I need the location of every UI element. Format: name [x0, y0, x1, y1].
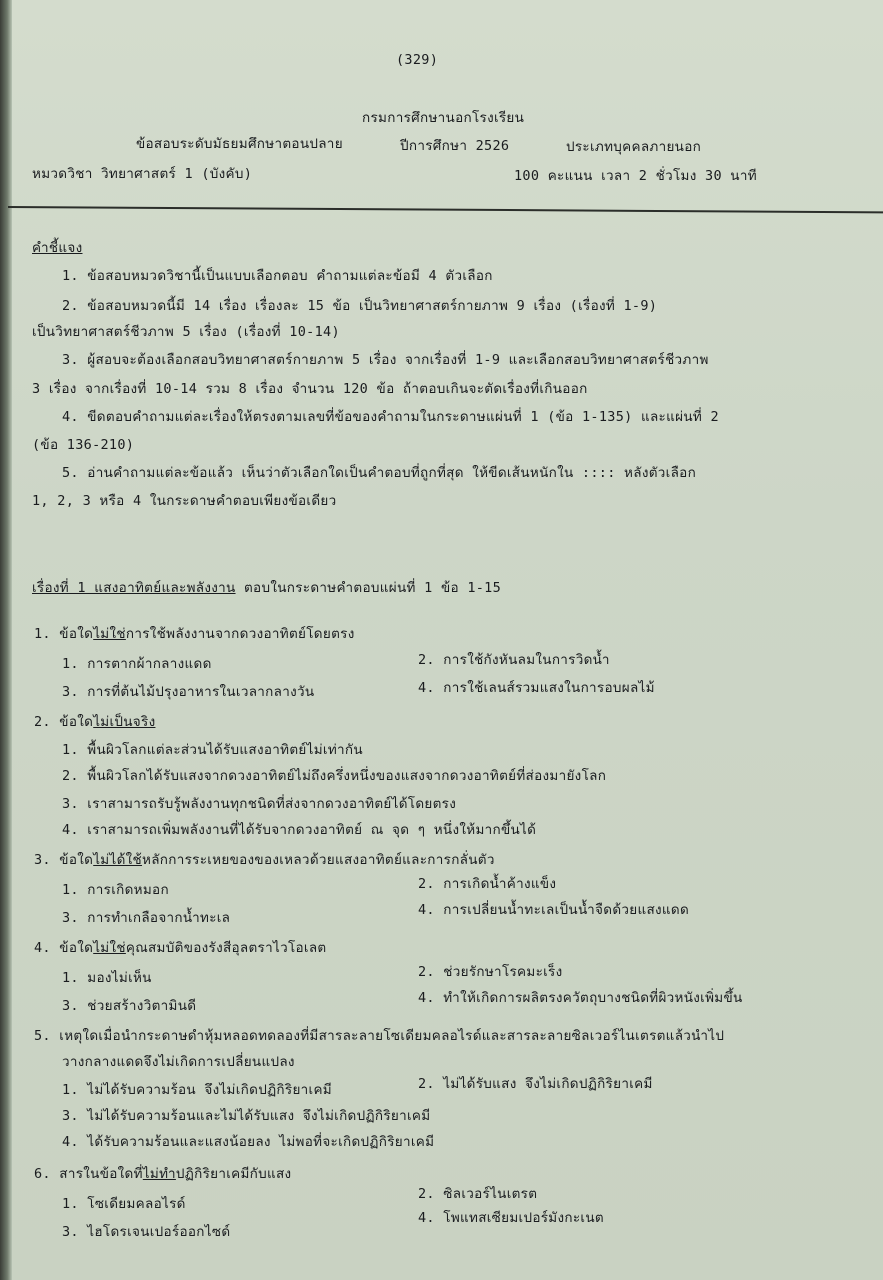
choice: 2. ช่วยรักษาโรคมะเร็ง — [418, 964, 563, 980]
choice: 4. การเปลี่ยนน้ำทะเลเป็นน้ำจืดด้วยแสงแดด — [418, 902, 690, 918]
choice: 4. ทำให้เกิดการผลิตรงควัตถุบางชนิดที่ผิวหนังเพิ่มขึ้น — [418, 990, 743, 1006]
page-number: (329) — [396, 52, 439, 68]
header-type: ประเภทบุคคลภายนอก — [566, 139, 702, 155]
choice: 2. ไม่ได้รับแสง จึงไม่เกิดปฏิกิริยาเคมี — [418, 1076, 653, 1092]
instruction-line: 1, 2, 3 หรือ 4 ในกระดาษคำตอบเพียงข้อเดียว — [32, 493, 337, 509]
question-3 — [34, 848, 495, 870]
instruction-line: 1. ข้อสอบหมวดวิชานี้เป็นแบบเลือกตอบ คำถามแต่ละข้อมี 4 ตัวเลือก — [62, 268, 493, 284]
header-divider — [8, 206, 883, 213]
choice: 2. ซิลเวอร์ไนเตรต — [418, 1186, 538, 1202]
question-number: 4. — [34, 940, 51, 956]
section-heading — [32, 576, 501, 598]
choice: 1. ไม่ได้รับความร้อน จึงไม่เกิดปฏิกิริยาเคมี — [62, 1082, 332, 1098]
question-text: เหตุใดเมื่อนำกระดาษดำหุ้มหลอดทดลองที่มีสารละลายโซเดียมคลอไรด์และสารละลายซิลเวอร์ไนเตรตแล้วนำไป — [59, 1028, 725, 1044]
question-5 — [34, 1024, 724, 1046]
instruction-line: 3. ผู้สอบจะต้องเลือกสอบวิทยาศาสตร์กายภาพ 5 เรื่อง จากเรื่องที่ 1-9 และเลือกสอบวิทยาศาสตร์ชีวภาพ — [62, 352, 709, 368]
section-note: ตอบในกระดาษคำตอบแผ่นที่ 1 ข้อ 1-15 — [243, 580, 502, 596]
choice: 1. การตากผ้ากลางแดด — [62, 656, 212, 672]
question-1 — [34, 622, 355, 644]
header-year: ปีการศึกษา 2526 — [400, 138, 510, 154]
section-title: เรื่องที่ 1 แสงอาทิตย์และพลังงาน — [32, 580, 236, 596]
question-number: 3. — [34, 852, 51, 868]
choice: 2. การใช้กังหันลมในการวิดน้ำ — [418, 652, 610, 668]
header-score-time: 100 คะแนน เวลา 2 ชั่วโมง 30 นาที — [514, 168, 757, 184]
instruction-line: (ข้อ 136-210) — [32, 437, 135, 453]
question-number: 2. — [34, 714, 51, 730]
question-emphasis: ไม่ทำ — [142, 1166, 176, 1182]
choice: 3. เราสามารถรับรู้พลังงานทุกชนิดที่ส่งจากดวงอาทิตย์ได้โดยตรง — [62, 796, 457, 812]
question-emphasis: ไม่ได้ใช้ — [93, 852, 143, 868]
header-exam: ข้อสอบระดับมัธยมศึกษาตอนปลาย — [136, 136, 343, 152]
question-emphasis: ไม่ใช่ — [93, 940, 126, 956]
question-number: 5. — [34, 1028, 51, 1044]
instruction-line: 4. ขีดตอบคำถามแต่ละเรื่องให้ตรงตามเลขที่ข้อของคำถามในกระดาษแผ่นที่ 1 (ข้อ 1-135) และแผ่นที่ 2 — [62, 409, 719, 425]
instruction-line: 3 เรื่อง จากเรื่องที่ 10-14 รวม 8 เรื่อง จำนวน 120 ข้อ ถ้าตอบเกินจะตัดเรื่องที่เกินออก — [32, 381, 588, 397]
choice: 3. ไม่ได้รับความร้อนและไม่ได้รับแสง จึงไม่เกิดปฏิกิริยาเคมี — [62, 1108, 431, 1124]
question-emphasis: ไม่เป็นจริง — [93, 714, 156, 730]
question-6 — [34, 1162, 291, 1184]
page-binding-edge — [0, 0, 12, 1280]
question-emphasis: ไม่ใช่ — [93, 626, 126, 642]
choice: 3. การที่ต้นไม้ปรุงอาหารในเวลากลางวัน — [62, 684, 315, 700]
question-text: ข้อใดไม่ใช่คุณสมบัติของรังสีอุลตราไวโอเลต — [59, 940, 327, 956]
question-text-continued: วางกลางแดดจึงไม่เกิดการเปลี่ยนแปลง — [62, 1054, 295, 1070]
choice: 3. ช่วยสร้างวิตามินดี — [62, 998, 197, 1014]
instruction-line: 5. อ่านคำถามแต่ละข้อแล้ว เห็นว่าตัวเลือกใดเป็นคำตอบที่ถูกที่สุด ให้ขีดเส้นหนักใน :::: หลังตัวเลือก — [62, 465, 697, 481]
choice: 3. ไฮโดรเจนเปอร์ออกไซด์ — [62, 1224, 231, 1240]
choice: 1. การเกิดหมอก — [62, 882, 169, 898]
choice: 3. การทำเกลือจากน้ำทะเล — [62, 910, 231, 926]
choice: 4. ได้รับความร้อนและแสงน้อยลง ไม่พอที่จะเกิดปฏิกิริยาเคมี — [62, 1134, 435, 1150]
question-text: ข้อใดไม่ได้ใช้หลักการระเหยของของเหลวด้วยแสงอาทิตย์และการกลั่นตัว — [59, 852, 495, 868]
header-subject: หมวดวิชา วิทยาศาสตร์ 1 (บังคับ) — [32, 166, 253, 182]
choice: 2. พื้นผิวโลกได้รับแสงจากดวงอาทิตย์ไม่ถึงครึ่งหนึ่งของแสงจากดวงอาทิตย์ที่ส่องมายังโลก — [62, 768, 607, 784]
question-number: 1. — [34, 626, 51, 642]
instruction-line: เป็นวิทยาศาสตร์ชีวภาพ 5 เรื่อง (เรื่องที่ 10-14) — [32, 324, 340, 340]
question-text: ข้อใดไม่ใช่การใช้พลังงานจากดวงอาทิตย์โดยตรง — [59, 626, 355, 642]
choice: 1. โซเดียมคลอไรด์ — [62, 1196, 186, 1212]
choice: 1. มองไม่เห็น — [62, 970, 152, 986]
choice: 4. โพแทสเซียมเปอร์มังกะเนต — [418, 1210, 604, 1226]
header-department: กรมการศึกษานอกโรงเรียน — [362, 110, 525, 126]
question-2 — [34, 710, 155, 732]
choice: 4. เราสามารถเพิ่มพลังงานที่ได้รับจากดวงอาทิตย์ ณ จุด ๆ หนึ่งให้มากขึ้นได้ — [62, 822, 537, 838]
question-number: 6. — [34, 1166, 51, 1182]
choice: 4. การใช้เลนส์รวมแสงในการอบผลไม้ — [418, 680, 655, 696]
instructions-title: คำชี้แจง — [32, 240, 83, 256]
question-text: สารในข้อใดที่ไม่ทำปฏิกิริยาเคมีกับแสง — [59, 1166, 292, 1182]
instruction-line: 2. ข้อสอบหมวดนี้มี 14 เรื่อง เรื่องละ 15 ข้อ เป็นวิทยาศาสตร์กายภาพ 9 เรื่อง (เรื่องที่ 1-9) — [62, 298, 658, 314]
choice: 2. การเกิดน้ำค้างแข็ง — [418, 876, 557, 892]
choice: 1. พื้นผิวโลกแต่ละส่วนได้รับแสงอาทิตย์ไม่เท่ากัน — [62, 742, 363, 758]
question-4 — [34, 936, 326, 958]
question-text: ข้อใดไม่เป็นจริง — [59, 714, 156, 730]
